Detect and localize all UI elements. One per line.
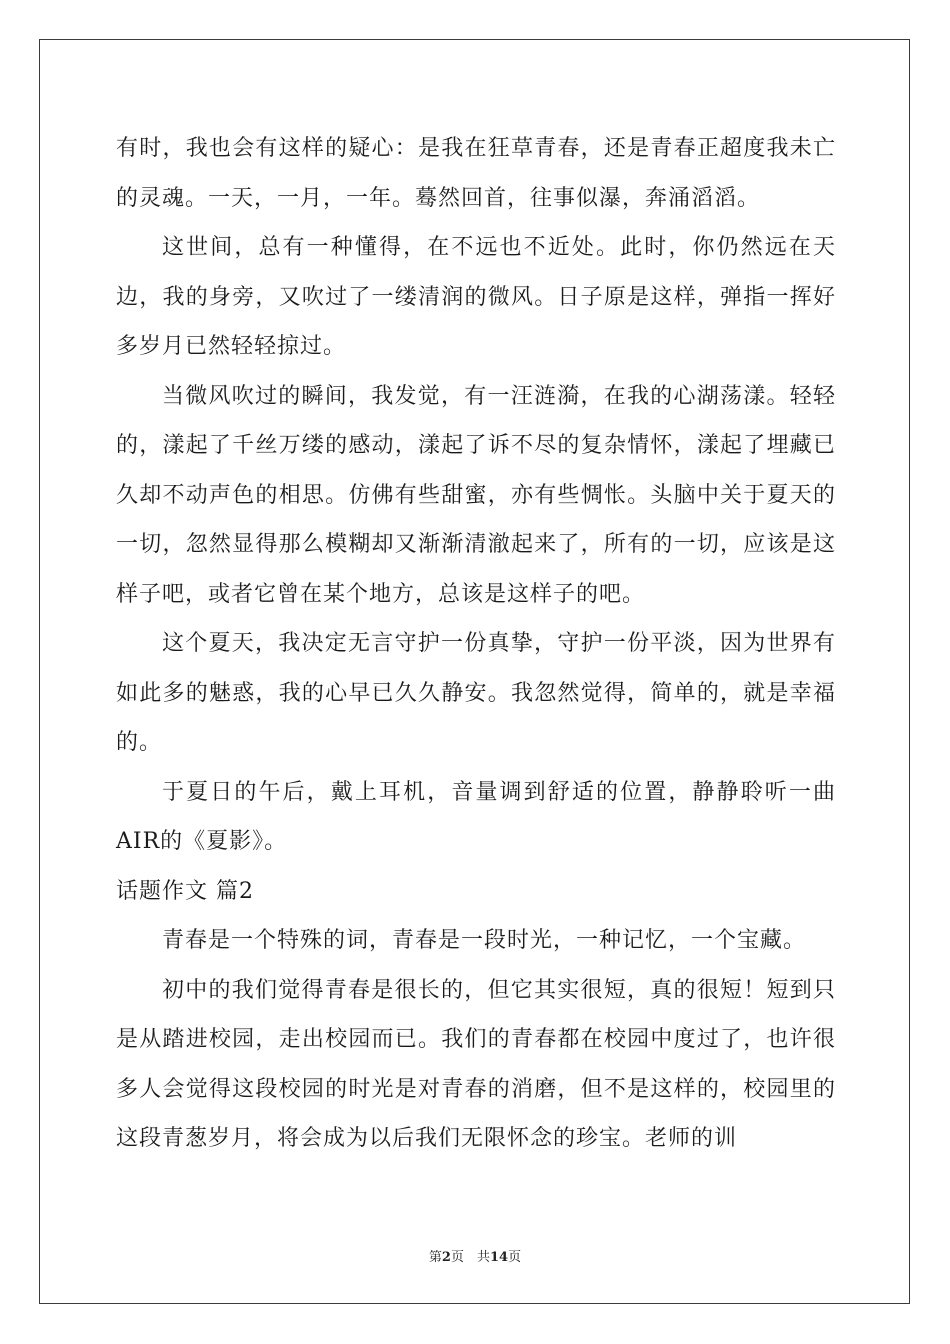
- paragraph-6: 青春是一个特殊的词，青春是一段时光，一种记忆，一个宝藏。: [162, 928, 807, 953]
- page-footer: [0, 1246, 950, 1265]
- paragraph-2: 这世间，总有一种懂得，在不远也不近处。此时，你仍然远在天边，我的身旁，又吹过了一缕清润的微风。日子原是这样，弹指一挥好多岁月已然轻轻掠过。: [116, 235, 836, 359]
- current-page-number: 2: [441, 1250, 451, 1265]
- total-page-count: 14: [489, 1250, 509, 1265]
- paragraph-4: 这个夏天，我决定无言守护一份真挚，守护一份平淡，因为世界有如此多的魅惑，我的心早已久久静安。我忽然觉得，简单的，就是幸福的。: [116, 631, 836, 755]
- paragraph-1: 有时，我也会有这样的疑心：是我在狂草青春，还是青春正超度我未亡的灵魂。一天，一月，一年。蓦然回首，往事似瀑，奔涌滔滔。: [116, 136, 836, 211]
- footer-prefix: 第: [428, 1250, 442, 1265]
- paragraph-5: 于夏日的午后，戴上耳机，音量调到舒适的位置，静静聆听一曲AIR的《夏影》。: [116, 779, 836, 854]
- paragraph-3: 当微风吹过的瞬间，我发觉，有一汪涟漪，在我的心湖荡漾。轻轻的，漾起了千丝万缕的感动，漾起了诉不尽的复杂情怀，漾起了埋藏已久却不动声色的相思。仿佛有些甜蜜，亦有些惆怅。头脑中关于夏天的一切，忽然显得那么模糊却又渐渐清澈起来了，所有的一切，应该是这样子吧，或者它曾在某个地方，总该是这样子的吧。: [116, 383, 836, 607]
- footer-mid: 页 共: [450, 1250, 490, 1265]
- footer-suffix: 页: [508, 1250, 522, 1265]
- section-heading: 话题作文 篇2: [116, 878, 254, 904]
- paragraph-7: 初中的我们觉得青春是很长的，但它其实很短，真的很短！短到只是从踏进校园，走出校园而已。我们的青春都在校园中度过了，也许很多人会觉得这段校园的时光是对青春的消磨，但不是这样的，校园里的这段青葱岁月，将会成为以后我们无限怀念的珍宝。老师的训: [116, 977, 836, 1151]
- document-body: [116, 124, 836, 1164]
